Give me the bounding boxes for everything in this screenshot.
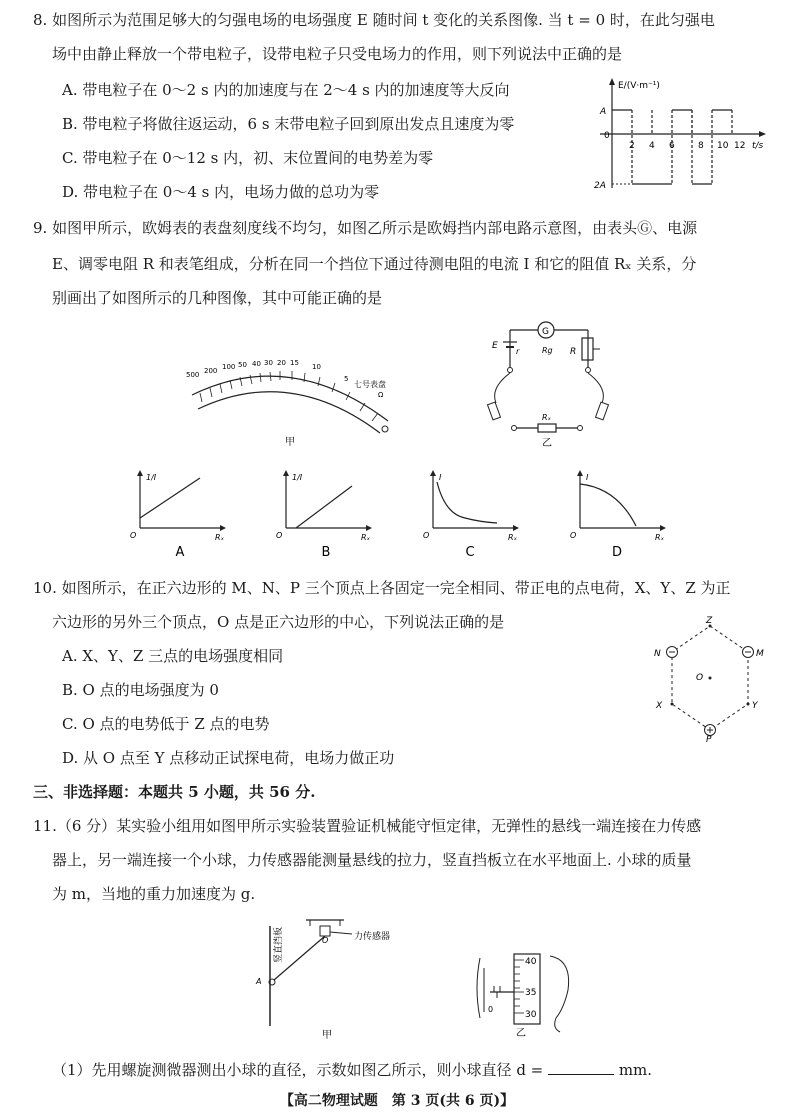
q9-dial-10: 10 xyxy=(312,363,321,371)
q10-hexagon-diagram xyxy=(648,614,778,742)
q8-graph-xlabel: t/s xyxy=(752,141,764,151)
q10-label-p: P xyxy=(706,735,712,742)
q9-graph-c xyxy=(415,466,525,561)
q10-option-d: D. 从 O 点至 Y 点移动正试探电荷，电场力做正功 xyxy=(62,749,395,767)
q10-label-x: X xyxy=(656,701,663,711)
q9-dial-100: 100 xyxy=(222,363,236,371)
q11-stem-line2: 器上，另一端连接一个小球，力传感器能测量悬线的拉力，竖直挡板立在水平地面上. 小球的质量 xyxy=(52,851,692,869)
q11-point-o: O xyxy=(322,936,329,945)
q8-graph-ytop: A xyxy=(600,107,607,117)
q8-stem-line1: 8. 如图所示为范围足够大的匀强电场的电场强度 E 随时间 t 变化的关系图像. 当 t = 0 时，在此匀强电 xyxy=(33,11,715,29)
q11-sub1-prefix: （1）先用螺旋测微器测出小球的直径，示数如图乙所示，则小球直径 d = xyxy=(52,1061,544,1079)
q9-dial-500: 500 xyxy=(186,371,200,379)
q10-label-o: O xyxy=(696,673,704,683)
q8-graph-ybottom: 2A xyxy=(594,181,606,191)
q11-stem-line1: 11.（6 分）某实验小组用如图甲所示实验装置验证机械能守恒定律，无弹性的悬线一端连接在力传感 xyxy=(33,817,702,835)
q8-option-a: A. 带电粒子在 0～2 s 内的加速度与在 2～4 s 内的加速度等大反向 xyxy=(62,81,510,99)
q9-circuit-rx: Rₓ xyxy=(542,413,552,422)
q9-dial-50: 50 xyxy=(238,361,247,369)
q10-option-c: C. O 点的电势低于 Z 点的电势 xyxy=(62,715,270,733)
q9-graph-c-ylabel: I xyxy=(439,473,442,482)
q8-option-c: C. 带电粒子在 0～12 s 内，初、末位置间的电势差为零 xyxy=(62,149,434,167)
q9-dial-15: 15 xyxy=(290,359,299,367)
q9-circuit-diagram xyxy=(470,318,620,458)
q9-graph-d xyxy=(562,466,672,561)
q9-dial-40: 40 xyxy=(252,360,261,368)
q11-sensor-label: 力传感器 xyxy=(354,932,391,942)
q9-graph-d-ylabel: I xyxy=(586,473,589,482)
q8-graph-origin: 0 xyxy=(604,131,610,141)
q9-stem-line1: 9. 如图甲所示，欧姆表的表盘刻度线不均匀，如图乙所示是欧姆挡内部电路示意图，由表头Ⓖ、电源 xyxy=(33,219,698,237)
q8-stem-line2: 场中由静止释放一个带电粒子，设带电粒子只受电场力的作用，则下列说法中正确的是 xyxy=(52,45,623,63)
q9-dial-30: 30 xyxy=(264,359,273,367)
q9-graph-d-curve xyxy=(580,484,636,526)
q8-tick-12: 12 xyxy=(734,141,746,151)
q9-graph-c-caption: C xyxy=(465,545,475,560)
q8-option-d: D. 带电粒子在 0～4 s 内，电场力做的总功为零 xyxy=(62,183,380,201)
q9-graph-b xyxy=(268,466,378,561)
q10-label-n: N xyxy=(654,649,661,659)
q11-sub1 xyxy=(52,1060,652,1080)
q9-graph-a-origin: O xyxy=(130,531,137,540)
q9-graph-b-xlabel: Rₓ xyxy=(361,533,371,542)
q11-micrometer-30: 30 xyxy=(525,1010,537,1020)
q10-label-z: Z xyxy=(706,616,713,626)
q9-stem-line2: E、调零电阻 R 和表笔组成，分析在同一个挡位下通过待测电阻的电流 I 和它的阻值 Rₓ 关系，分 xyxy=(52,255,697,273)
q10-stem-line1: 10. 如图所示，在正六边形的 M、N、P 三个顶点上各固定一完全相同、带正电的点电荷，X、Y、Z 为正 xyxy=(33,579,731,597)
q11-board-label: 竖直挡板 xyxy=(274,926,284,963)
q9-dial-brand: 七号表盘 xyxy=(354,380,386,389)
q10-stem-line2: 六边形的另外三个顶点，O 点是正六边形的中心，下列说法正确的是 xyxy=(52,613,505,631)
q9-dial-5: 5 xyxy=(344,375,349,383)
q9-graph-a-caption: A xyxy=(175,545,185,560)
q10-label-y: Y xyxy=(752,701,758,711)
q11-micrometer-35: 35 xyxy=(525,988,537,998)
q9-dial-20: 20 xyxy=(277,359,286,367)
q8-tick-2: 2 xyxy=(629,141,635,151)
q9-graph-b-caption: B xyxy=(321,545,331,560)
q9-graph-c-curve xyxy=(437,482,497,523)
q9-circuit-r: R xyxy=(570,347,577,357)
q9-graph-b-line xyxy=(296,486,352,528)
q11-answer-blank[interactable] xyxy=(548,1060,614,1075)
q11-apparatus-jia xyxy=(244,912,434,1042)
q10-option-a: A. X、Y、Z 三点的电场强度相同 xyxy=(62,647,284,665)
q8-tick-10: 10 xyxy=(717,141,729,151)
q11-yi-caption: 乙 xyxy=(516,1028,526,1038)
page-footer: 【高二物理试题 第 3 页(共 6 页)】 xyxy=(279,1093,515,1109)
q11-micrometer-zero: 0 xyxy=(488,1005,494,1014)
q11-jia-caption: 甲 xyxy=(322,1030,332,1041)
q11-stem-line3: 为 m，当地的重力加速度为 g. xyxy=(52,885,256,903)
q9-circuit-rint: r xyxy=(516,347,520,356)
section-3-title: 三、非选择题：本题共 5 小题，共 56 分. xyxy=(33,783,316,801)
q9-graph-d-origin: O xyxy=(570,531,577,540)
q11-micrometer-yi xyxy=(468,948,578,1038)
q9-graph-d-xlabel: Rₓ xyxy=(655,533,665,542)
q9-graph-a-line xyxy=(140,478,200,518)
q9-graph-a-ylabel: 1/I xyxy=(146,473,157,482)
q10-option-b: B. O 点的电场强度为 0 xyxy=(62,681,219,699)
q9-dial-caption: 甲 xyxy=(285,437,295,448)
q9-circuit-e: E xyxy=(492,341,498,351)
q9-circuit-rg: Rg xyxy=(542,346,553,355)
q9-graph-a-xlabel: Rₓ xyxy=(215,533,225,542)
q10-label-m: M xyxy=(756,649,764,659)
q9-graph-c-xlabel: Rₓ xyxy=(508,533,518,542)
q9-circuit-caption: 乙 xyxy=(542,438,552,449)
q9-circuit-g: G xyxy=(542,327,549,337)
q8-e-t-graph xyxy=(592,76,772,194)
q9-graph-a xyxy=(122,466,232,561)
q8-graph-ylabel: E/(V·m⁻¹) xyxy=(618,81,660,91)
q11-point-a: A xyxy=(256,977,262,986)
q11-micrometer-40: 40 xyxy=(525,957,537,967)
q9-graph-b-origin: O xyxy=(276,531,283,540)
q9-stem-line3: 别画出了如图所示的几种图像，其中可能正确的是 xyxy=(52,289,383,307)
q9-dial-200: 200 xyxy=(204,367,218,375)
q9-graph-b-ylabel: 1/I xyxy=(292,473,303,482)
q8-option-b: B. 带电粒子将做往返运动，6 s 末带电粒子回到原出发点且速度为零 xyxy=(62,115,515,133)
q8-tick-8: 8 xyxy=(698,141,704,151)
q9-dial-ohm: Ω xyxy=(378,391,384,399)
q8-tick-4: 4 xyxy=(649,141,655,151)
q9-graph-d-caption: D xyxy=(611,545,623,560)
q9-graph-c-origin: O xyxy=(423,531,430,540)
q9-ohmmeter-dial xyxy=(180,355,410,450)
q11-sub1-unit: mm. xyxy=(618,1061,653,1079)
q8-tick-6: 6 xyxy=(669,141,675,151)
